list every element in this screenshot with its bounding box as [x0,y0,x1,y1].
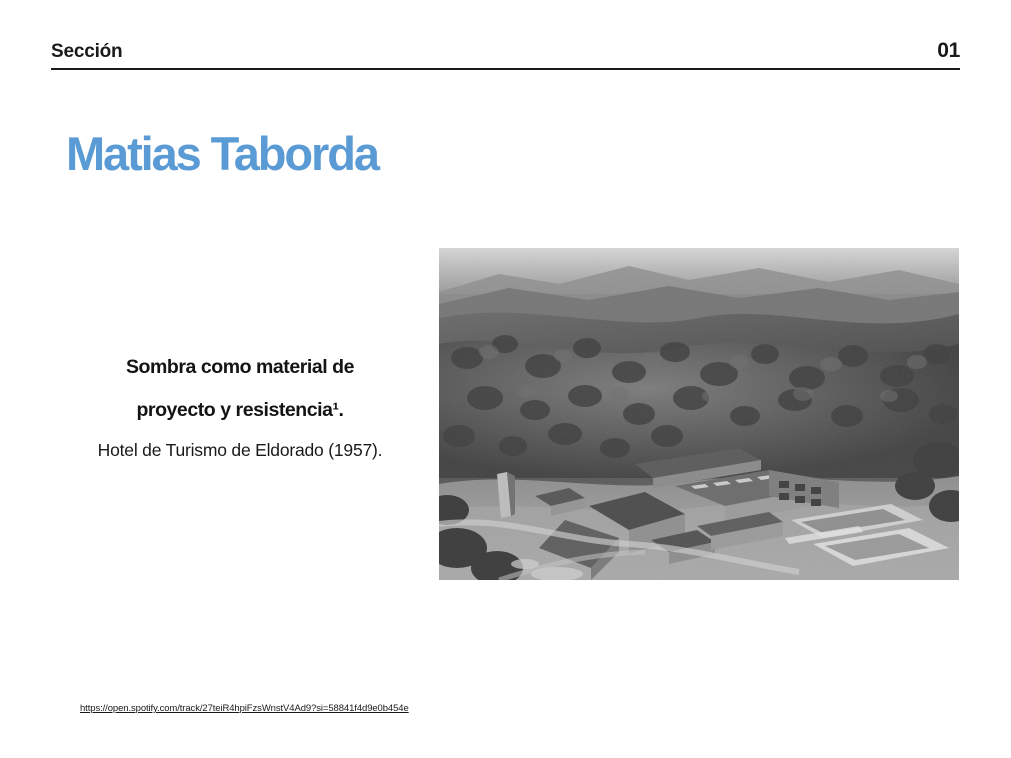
image-caption: Hotel de Turismo de Eldorado (1957). [97,439,383,460]
body-text-block [60,346,420,461]
aerial-photograph [439,248,959,580]
header-page-number: 01 [937,39,960,62]
slide-header [51,40,960,70]
subtitle-line-2: proyecto y resistencia¹. [136,398,344,421]
source-link[interactable]: https://open.spotify.com/track/27teiR4hpiFzsWnstV4Ad9?si=58841f4d9e0b454e [80,703,409,714]
header-section-label: Sección [51,41,123,62]
page-title: Matias Taborda [66,127,378,180]
subtitle-line-1: Sombra como material de [125,356,355,378]
